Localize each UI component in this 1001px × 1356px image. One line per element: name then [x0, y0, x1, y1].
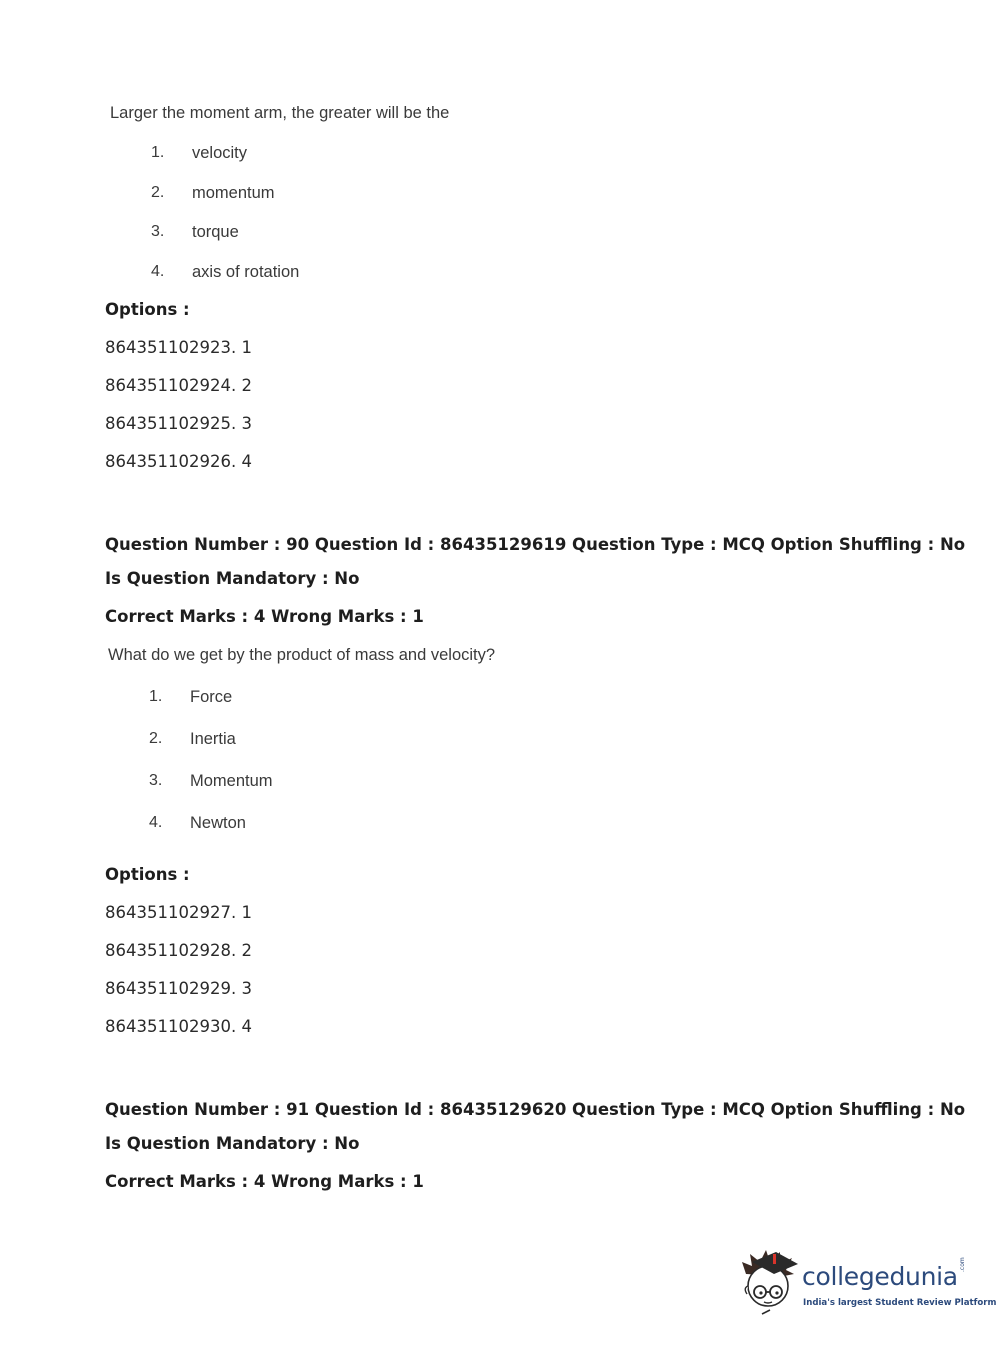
- choice-label: Inertia: [190, 730, 236, 748]
- choice-number: 2.: [151, 184, 165, 201]
- option-id: 864351102926. 4: [105, 452, 252, 471]
- question-90-header: Question Number : 90 Question Id : 86435129619 Question Type : MCQ Option Shuffling : No: [105, 535, 966, 554]
- choice-label: momentum: [192, 184, 275, 202]
- choice-number: 4.: [151, 263, 165, 280]
- brand-suffix: .com: [959, 1257, 966, 1272]
- question-90-text: What do we get by the product of mass and velocity?: [108, 646, 496, 664]
- option-id: 864351102925. 3: [105, 414, 252, 433]
- choice-label: velocity: [192, 144, 248, 162]
- choice-label: axis of rotation: [192, 263, 300, 281]
- choice-label: Newton: [190, 814, 246, 832]
- options-heading: Options :: [105, 865, 190, 884]
- mascot-icon: [740, 1248, 800, 1318]
- question-90-marks: Correct Marks : 4 Wrong Marks : 1: [105, 607, 424, 626]
- question-90-mandatory: Is Question Mandatory : No: [105, 569, 360, 588]
- question-91-marks: Correct Marks : 4 Wrong Marks : 1: [105, 1172, 424, 1191]
- choice-number: 3.: [151, 223, 165, 240]
- option-id: 864351102930. 4: [105, 1017, 252, 1036]
- choice-number: 1.: [149, 688, 163, 705]
- choice-number: 2.: [149, 730, 163, 747]
- question-89-text: Larger the moment arm, the greater will be the: [110, 104, 450, 122]
- choice-label: torque: [192, 223, 239, 241]
- choice-number: 1.: [151, 144, 165, 161]
- brand-name: collegedunia: [802, 1262, 958, 1291]
- choice-number: 3.: [149, 772, 163, 789]
- choice-label: Momentum: [190, 772, 273, 790]
- option-id: 864351102927. 1: [105, 903, 252, 922]
- collegedunia-logo: [740, 1248, 997, 1318]
- choice-number: 4.: [149, 814, 163, 831]
- options-heading: Options :: [105, 300, 190, 319]
- brand-tagline: India's largest Student Review Platform: [803, 1298, 997, 1308]
- option-id: 864351102928. 2: [105, 941, 252, 960]
- option-id: 864351102924. 2: [105, 376, 252, 395]
- option-id: 864351102929. 3: [105, 979, 252, 998]
- question-91-header: Question Number : 91 Question Id : 86435129620 Question Type : MCQ Option Shuffling : No: [105, 1100, 966, 1119]
- choice-label: Force: [190, 688, 233, 706]
- question-91-mandatory: Is Question Mandatory : No: [105, 1134, 360, 1153]
- option-id: 864351102923. 1: [105, 338, 252, 357]
